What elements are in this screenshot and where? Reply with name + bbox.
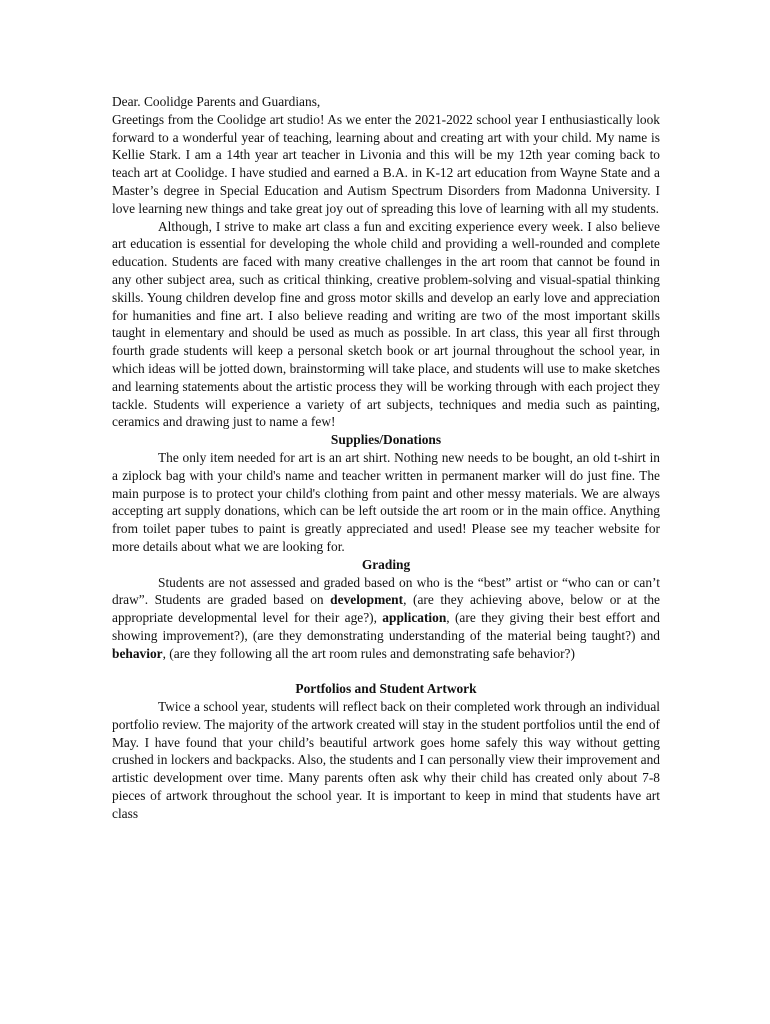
supplies-heading: Supplies/Donations: [330, 432, 442, 448]
grading-text-3: , (are they giving their best effort and showing improvement?), (are they demonstrating understanding of the material being taught?) and: [112, 610, 660, 643]
portfolios-heading: Portfolios and Student Artwork: [295, 681, 477, 697]
salutation: Dear. Coolidge Parents and Guardians,: [112, 94, 321, 109]
grading-text-1: Students are not assessed and graded based on who is the “best” artist or “who can or can’t draw”. Students are graded based on: [112, 574, 660, 608]
grading-text-4: , (are they following all the art room rules and demonstrating safe behavior?): [162, 645, 575, 661]
portfolios-paragraph: Twice a school year, students will reflect back on their completed work through an individual portfolio review. The majority of the artwork created will stay in the student portfolios until the end of May. I have found that your child’s beautiful artwork goes home safely this way without getting crushed in lockers and backpacks. Also, the students and I can personally view their improvement and artistic development over time. Many parents often ask why their child has created only about 7-8 pieces of artwork throughout the school year. It is important to keep in mind that students have art class: [112, 699, 660, 821]
grading-text-2: , (are they achieving above, below or at the appropriate developmental level for their age?),: [112, 592, 660, 626]
letter-page: [112, 93, 660, 823]
philosophy-paragraph: Although, I strive to make art class a fun and exciting experience every week. I also believe art education is essential for developing the whole child and providing a well-rounded and complete education. Students are faced with many creative challenges in the art room that cannot be found in any other subject area, such as critical thinking, creative problem-solving and visual-spatial thinking skills. Young children develop fine and gross motor skills and develop an early love and appreciation for humanities and fine art. I also believe reading and writing are two of the most important skills taught in elementary and should be used as much as possible. In art class, this year all first through fourth grade students will keep a personal sketch book or art journal throughout the school year, in which ideas will be jotted down, brainstorming will take place, and students will use to make sketches and learning statements about the artistic process they will be working through with each project they tackle. Students will experience a variety of art subjects, techniques and media such as painting, ceramics and drawing just to name a few!: [112, 218, 660, 430]
supplies-paragraph: The only item needed for art is an art shirt. Nothing new needs to be bought, an old t-shirt in a ziplock bag with your child's name and teacher written in permanent marker will do just fine. The main purpose is to protect your child's clothing from paint and other messy materials. We are always accepting art supply donations, which can be left outside the art room or in the main office. Anything from toilet paper tubes to paint is greatly appreciated and used! Please see my teacher website for more details about what we are looking for.: [112, 449, 660, 554]
intro-paragraph: Greetings from the Coolidge art studio! As we enter the 2021-2022 school year I enthusiastically look forward to a wonderful year of teaching, learning about and creating art with your child. My name is Kellie Stark. I am a 14th year art teacher in Livonia and this will be my 12th year coming back to teach art at Coolidge. I have studied and earned a B.A. in K-12 art education from Wayne State and a Master’s degree in Special Education and Autism Spectrum Disorders from Madonna University. I love learning new things and take great joy out of spreading this love of learning with all my students.: [112, 111, 660, 216]
grading-paragraph: [112, 574, 660, 663]
grading-term-application: application: [382, 610, 447, 626]
grading-term-behavior: behavior: [112, 645, 163, 661]
grading-heading: Grading: [361, 556, 411, 572]
grading-term-development: development: [330, 592, 404, 608]
